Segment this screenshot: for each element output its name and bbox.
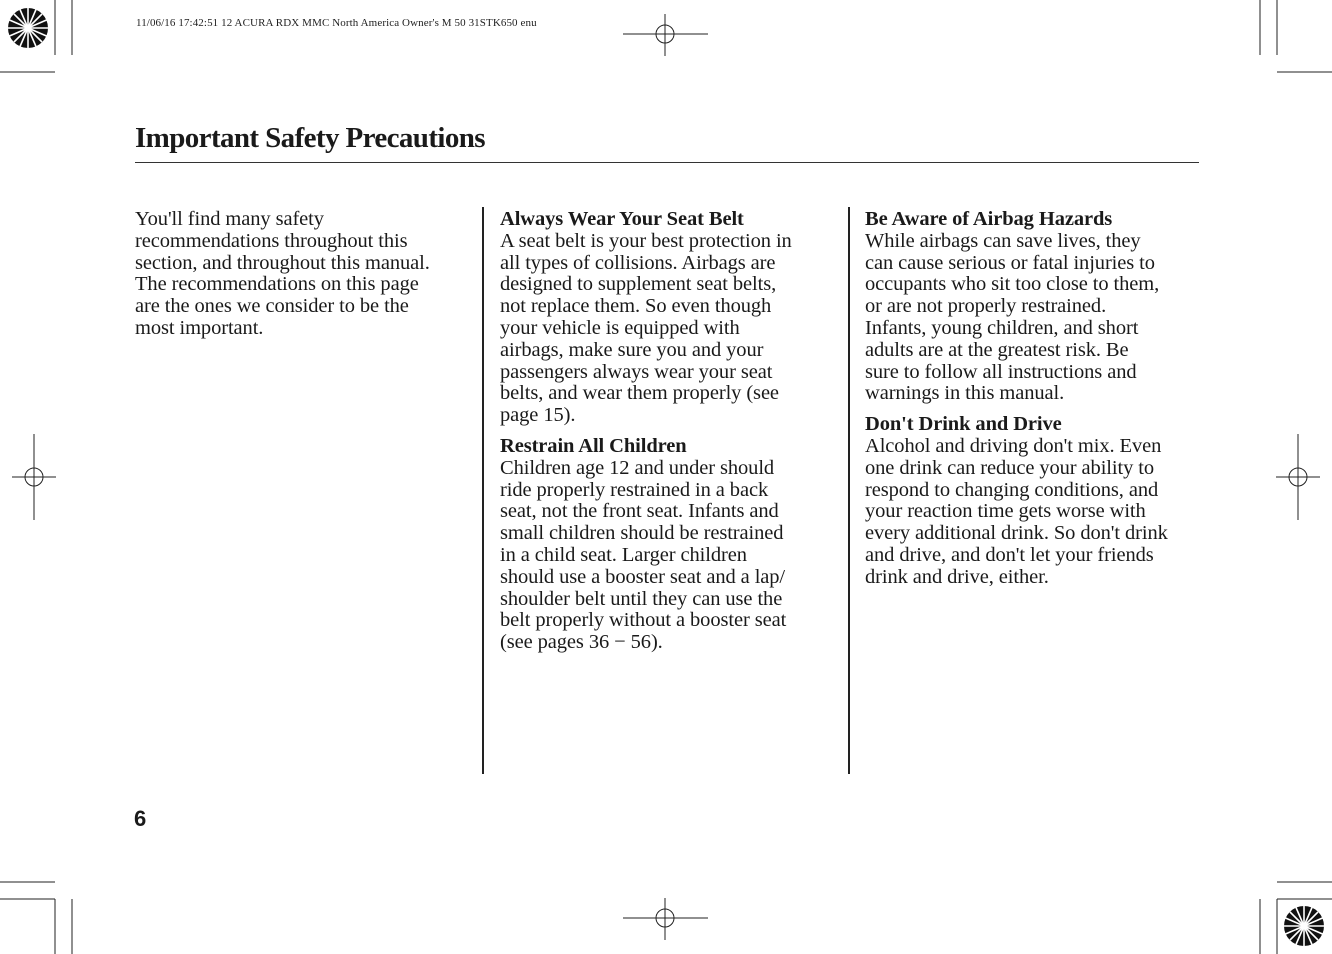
body-line: A seat belt is your best protection in (500, 229, 792, 252)
body-line: in a child seat. Larger children (500, 543, 747, 566)
intro-line: are the ones we consider to be the (135, 295, 409, 318)
body-line: Alcohol and driving don't mix. Even (865, 434, 1162, 457)
section-heading: Be Aware of Airbag Hazards (865, 208, 1113, 230)
title-rule (135, 162, 1199, 163)
body-line: designed to supplement seat belts, (500, 273, 777, 296)
body-line: warnings in this manual. (865, 382, 1065, 405)
body-line: belt properly without a booster seat (500, 609, 787, 632)
body-line: respond to changing conditions, and (865, 478, 1159, 501)
section-heading: Restrain All Children (500, 434, 687, 457)
body-line: every additional drink. So don't drink (865, 522, 1168, 545)
print-info-line: 11/06/16 17:42:51 12 ACURA RDX MMC North America Owner's M 50 31STK650 enu (136, 17, 537, 29)
body-line: your reaction time gets worse with (865, 500, 1146, 523)
body-line: can cause serious or fatal injuries to (865, 251, 1155, 274)
intro-line: You'll find many safety (135, 208, 324, 230)
body-line: Infants, young children, and short (865, 316, 1139, 339)
body-line: or are not properly restrained. (865, 295, 1107, 318)
page-title: Important Safety Precautions (135, 122, 485, 154)
column-divider (848, 207, 850, 774)
body-line: While airbags can save lives, they (865, 229, 1141, 252)
middle-column (500, 209, 840, 663)
intro-column (135, 209, 470, 340)
page-number: 6 (134, 806, 147, 831)
body-line: and drive, and don't let your friends (865, 543, 1154, 566)
body-line: shoulder belt until they can use the (500, 587, 783, 610)
body-line: small children should be restrained (500, 522, 784, 545)
registration-target-icon (1284, 906, 1324, 946)
body-line: all types of collisions. Airbags are (500, 251, 776, 274)
seat-belt-section (500, 209, 840, 427)
body-line: one drink can reduce your ability to (865, 456, 1154, 479)
body-line: belts, and wear them properly (see (500, 382, 779, 405)
children-section (500, 436, 840, 654)
right-column (865, 209, 1200, 598)
airbag-section (865, 209, 1200, 405)
body-line: not replace them. So even though (500, 295, 772, 318)
intro-line: section, and throughout this manual. (135, 251, 430, 274)
body-line: your vehicle is equipped with (500, 316, 740, 339)
drink-drive-section (865, 414, 1200, 588)
body-line: occupants who sit too close to them, (865, 273, 1160, 296)
intro-line: most important. (135, 316, 264, 339)
body-line: should use a booster seat and a lap/ (500, 565, 786, 588)
section-heading: Always Wear Your Seat Belt (500, 208, 744, 230)
body-line: airbags, make sure you and your (500, 338, 764, 361)
body-line: drink and drive, either. (865, 565, 1049, 588)
column-divider (482, 207, 484, 774)
body-line: adults are at the greatest risk. Be (865, 338, 1129, 361)
section-heading: Don't Drink and Drive (865, 413, 1062, 436)
page-reference[interactable]: (see pages 36 − 56). (500, 631, 663, 654)
body-line: passengers always wear your seat (500, 360, 773, 383)
body-line: sure to follow all instructions and (865, 360, 1137, 383)
body-line: ride properly restrained in a back (500, 478, 769, 501)
body-line: Children age 12 and under should (500, 456, 775, 479)
registration-target-icon (8, 8, 48, 48)
intro-line: recommendations throughout this (135, 229, 408, 252)
body-line: seat, not the front seat. Infants and (500, 500, 779, 523)
body-line: page 15). (500, 404, 576, 427)
intro-line: The recommendations on this page (135, 273, 419, 296)
